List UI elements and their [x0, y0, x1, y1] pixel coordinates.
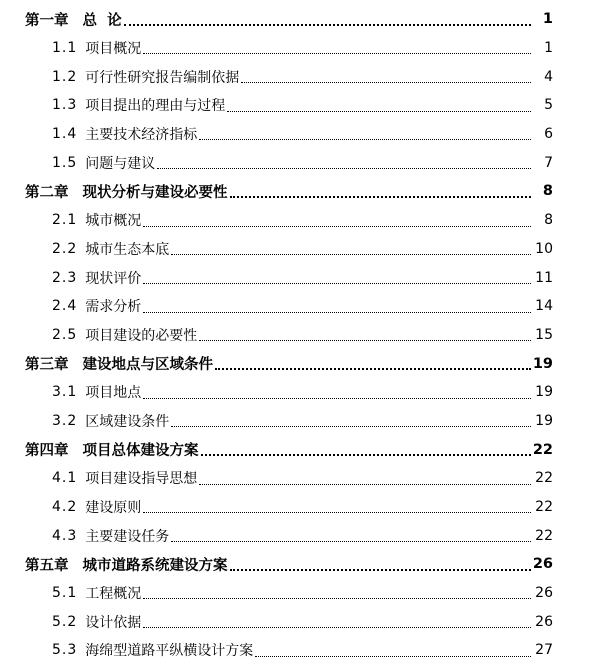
toc-section-entry[interactable] — [0, 263, 595, 292]
toc-section-entry[interactable] — [0, 321, 595, 350]
toc-entry-number: 1.3 — [52, 97, 78, 114]
toc-entry-number: 第一章 — [25, 12, 69, 29]
toc-entry-title: 建设地点与区域条件 — [82, 357, 213, 374]
dot-leader — [241, 82, 531, 83]
toc-entry-title: 项目建设指导思想 — [85, 471, 198, 488]
toc-entry-title: 问题与建议 — [85, 155, 156, 172]
toc-entry-number: 2.2 — [52, 240, 78, 257]
toc-entry-title: 城市生态本底 — [85, 241, 170, 258]
toc-entry-title: 现状分析与建设必要性 — [82, 184, 228, 201]
toc-entry-number: 第三章 — [25, 357, 69, 374]
toc-section-entry[interactable] — [0, 493, 595, 522]
toc-chapter-entry[interactable] — [0, 177, 595, 206]
toc-entry-number: 第五章 — [25, 557, 69, 574]
toc-page-number: 8 — [542, 183, 553, 200]
toc-section-entry[interactable] — [0, 206, 595, 235]
toc-entry-number: 1.1 — [52, 40, 78, 57]
toc-entry-number: 1.2 — [52, 68, 78, 85]
dot-leader — [227, 111, 531, 112]
toc-page-number: 15 — [535, 326, 553, 343]
toc-page-number: 22 — [535, 499, 553, 516]
toc-entry-title: 城市概况 — [85, 213, 142, 230]
toc-entry-title: 建设原则 — [85, 500, 142, 517]
dot-leader — [143, 598, 531, 599]
dot-leader — [171, 541, 531, 542]
toc-entry-number: 3.1 — [52, 384, 78, 401]
toc-section-entry[interactable] — [0, 464, 595, 493]
dot-leader — [215, 368, 531, 370]
table-of-contents — [0, 5, 595, 665]
toc-entry-number: 4.3 — [52, 527, 78, 544]
toc-section-entry[interactable] — [0, 292, 595, 321]
toc-page-number: 5 — [544, 97, 553, 114]
toc-page-number: 4 — [544, 68, 553, 85]
toc-section-entry[interactable] — [0, 407, 595, 436]
toc-entry-title: 城市道路系统建设方案 — [82, 557, 228, 574]
toc-entry-number: 2.3 — [52, 269, 78, 286]
toc-entry-number: 第四章 — [25, 443, 69, 460]
dot-leader — [201, 454, 532, 456]
dot-leader — [199, 484, 531, 485]
toc-entry-number: 2.1 — [52, 212, 78, 229]
dot-leader — [143, 283, 531, 284]
toc-page-number: 27 — [535, 642, 553, 659]
toc-page-number: 7 — [544, 154, 553, 171]
toc-page-number: 10 — [535, 240, 553, 257]
toc-entry-title: 项目提出的理由与过程 — [85, 98, 226, 115]
toc-chapter-entry[interactable] — [0, 5, 595, 34]
toc-entry-title: 设计依据 — [85, 614, 142, 631]
toc-entry-title: 总 论 — [82, 12, 122, 29]
toc-section-entry[interactable] — [0, 607, 595, 636]
toc-section-entry[interactable] — [0, 521, 595, 550]
toc-page-number: 22 — [532, 441, 553, 458]
toc-entry-number: 5.1 — [52, 585, 78, 602]
dot-leader — [143, 512, 531, 513]
toc-entry-number: 3.2 — [52, 412, 78, 429]
toc-entry-number: 2.4 — [52, 298, 78, 315]
toc-entry-title: 项目总体建设方案 — [82, 443, 199, 460]
toc-entry-title: 项目概况 — [85, 41, 142, 58]
dot-leader — [230, 196, 532, 198]
dot-leader — [199, 139, 531, 140]
toc-entry-title: 区域建设条件 — [85, 413, 170, 430]
toc-page-number: 26 — [532, 556, 553, 573]
toc-section-entry[interactable] — [0, 91, 595, 120]
toc-page-number: 22 — [535, 527, 553, 544]
toc-entry-number: 4.1 — [52, 470, 78, 487]
toc-page-number: 8 — [544, 212, 553, 229]
dot-leader — [171, 426, 531, 427]
toc-entry-title: 主要建设任务 — [85, 528, 170, 545]
toc-page-number: 19 — [532, 355, 553, 372]
dot-leader — [124, 24, 531, 26]
toc-page-number: 19 — [535, 384, 553, 401]
toc-section-entry[interactable] — [0, 62, 595, 91]
toc-page-number: 22 — [535, 470, 553, 487]
toc-entry-title: 海绵型道路平纵横设计方案 — [85, 643, 254, 660]
toc-page-number: 11 — [535, 269, 553, 286]
toc-section-entry[interactable] — [0, 378, 595, 407]
toc-page-number: 26 — [535, 585, 553, 602]
dot-leader — [143, 627, 531, 628]
toc-entry-title: 需求分析 — [85, 299, 142, 316]
toc-entry-number: 1.5 — [52, 154, 78, 171]
dot-leader — [255, 656, 531, 657]
dot-leader — [143, 53, 531, 54]
toc-section-entry[interactable] — [0, 235, 595, 264]
dot-leader — [171, 254, 531, 255]
toc-chapter-entry[interactable] — [0, 435, 595, 464]
toc-entry-title: 项目地点 — [85, 385, 142, 402]
toc-entry-number: 5.3 — [52, 642, 78, 659]
toc-entry-number: 5.2 — [52, 613, 78, 630]
toc-entry-title: 项目建设的必要性 — [85, 327, 198, 344]
dot-leader — [143, 226, 531, 227]
toc-entry-number: 第二章 — [25, 184, 69, 201]
toc-page-number: 14 — [535, 298, 553, 315]
dot-leader — [230, 569, 532, 571]
toc-page-number: 26 — [535, 613, 553, 630]
toc-chapter-entry[interactable] — [0, 349, 595, 378]
toc-page-number: 1 — [542, 11, 553, 28]
toc-entry-number: 1.4 — [52, 126, 78, 143]
toc-section-entry[interactable] — [0, 148, 595, 177]
toc-page-number: 19 — [535, 412, 553, 429]
toc-entry-title: 现状评价 — [85, 270, 142, 287]
toc-entry-title: 工程概况 — [85, 586, 142, 603]
dot-leader — [143, 398, 531, 399]
toc-entry-number: 4.2 — [52, 499, 78, 516]
toc-section-entry[interactable] — [0, 120, 595, 149]
toc-entry-number: 2.5 — [52, 326, 78, 343]
toc-chapter-entry[interactable] — [0, 550, 595, 579]
dot-leader — [199, 340, 531, 341]
toc-page-number: 6 — [544, 126, 553, 143]
dot-leader — [157, 168, 531, 169]
toc-entry-title: 主要技术经济指标 — [85, 127, 198, 144]
toc-entry-title: 可行性研究报告编制依据 — [85, 69, 240, 86]
dot-leader — [143, 312, 531, 313]
toc-page-number: 1 — [544, 40, 553, 57]
toc-section-entry[interactable] — [0, 579, 595, 608]
toc-section-entry[interactable] — [0, 636, 595, 665]
toc-section-entry[interactable] — [0, 34, 595, 63]
